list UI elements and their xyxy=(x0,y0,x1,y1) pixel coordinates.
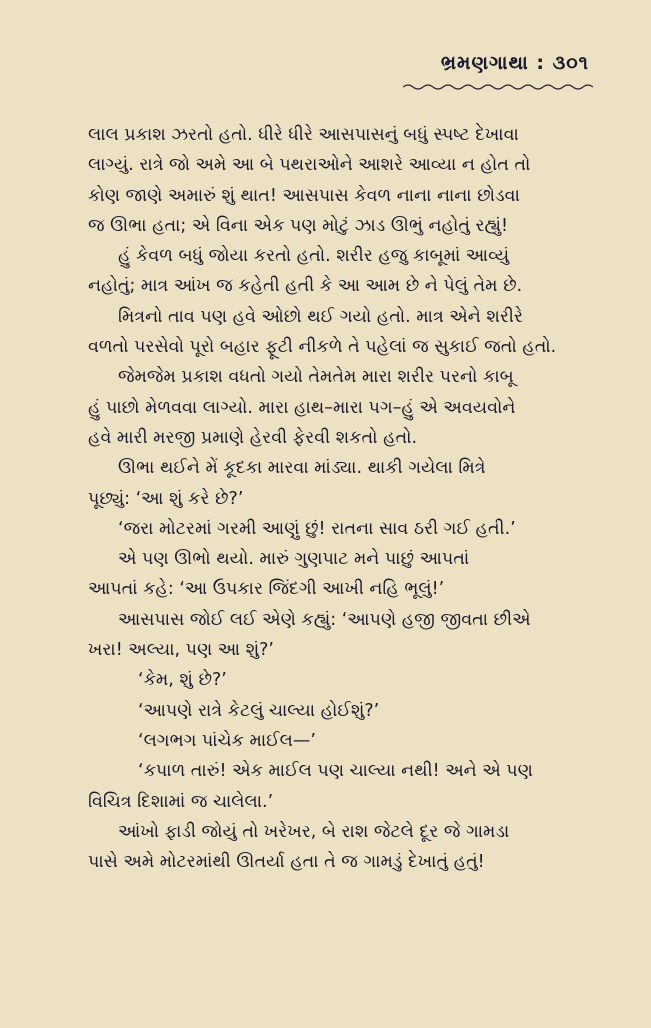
text-line: નહોતું; માત્ર આંખ જ કહેતી હતી કે આ આમ છે ને પેલું તેમ છે. xyxy=(88,276,523,297)
text-line: વિચિત્ર દિશામાં જ ચાલેલા.’ xyxy=(88,791,274,812)
text-line: પૂછ્યું: ‘આ શું કરે છે?’ xyxy=(88,488,244,509)
text-line: હું પાછો મેળવવા લાગ્યો. મારા હાથ–મારા પગ–હું એ અવયવોને xyxy=(88,397,516,418)
body-text xyxy=(88,120,588,877)
text-line: ‘કપાળ તારું! એક માઈલ પણ ચાલ્યા નથી! અને એ પણ xyxy=(138,761,533,782)
text-line: ‘કેમ, શું છે?’ xyxy=(138,670,227,691)
text-line: પાસે અમે મોટરમાંથી ઊતર્યા હતા તે જ ગામડું દેખાતું હતું! xyxy=(88,852,485,873)
running-header: ભ્રમણગાથા : ૩૦૧ xyxy=(440,52,589,74)
text-line: લાગ્યું. રાત્રે જો અમે આ બે પથરાઓને આશરે આવ્યા ન હોત તો xyxy=(88,155,531,176)
text-line: મિત્રનો તાવ પણ હવે ઓછો થઈ ગયો હતો. માત્ર એને શરીરે xyxy=(118,306,523,327)
text-line: જેમજેમ પ્રકાશ વધતો ગયો તેમતેમ મારા શરીર પરનો કાબૂ xyxy=(118,367,514,388)
text-line: કોણ જાણે અમારું શું થાત! આસપાસ કેવળ નાના નાના છોડવા xyxy=(88,185,520,206)
text-line: ખરા! અલ્યા, પણ આ શું?’ xyxy=(88,640,274,661)
text-line: ‘જરા મોટરમાં ગરમી આણું છું! રાતના સાવ ઠરી ગઈ હતી.’ xyxy=(118,518,516,539)
text-line: ‘લગભગ પાંચેક માઈલ—’ xyxy=(138,730,316,751)
text-line: ઊભા થઈને મેં કૂદકા મારવા માંડ્યા. થાકી ગયેલા મિત્રે xyxy=(118,458,486,479)
header-wavy-rule xyxy=(403,83,593,91)
text-line: આસપાસ જોઈ લઈ એણે કહ્યું: ‘આપણે હજી જીવતા છીએ xyxy=(118,609,531,630)
text-line: વળતો પરસેવો પૂરો બહાર ફૂટી નીકળે તે પહેલાં જ સુકાઈ જતો હતો. xyxy=(88,337,557,358)
text-line: ‘આપણે રાત્રે કેટલું ચાલ્યા હોઈશું?’ xyxy=(138,700,380,721)
text-line: હવે મારી મરજી પ્રમાણે હેરવી ફેરવી શકતો હતો. xyxy=(88,427,418,448)
text-line: આંખો ફાડી જોયું તો ખરેખર, બે રાશ જેટલે દૂર જે ગામડા xyxy=(118,821,510,842)
text-line: આપતાં કહે: ‘આ ઉપકાર જિંદગી આખી નહિ ભૂલું!’ xyxy=(88,579,445,600)
text-line: લાલ પ્રકાશ ઝરતો હતો. ધીરે ધીરે આસપાસનું બધું સ્પષ્ટ દેખાવા xyxy=(88,125,519,145)
text-line: હું કેવળ બધું જોયા કરતો હતો. શરીર હજુ કાબૂમાં આવ્યું xyxy=(118,246,510,267)
text-line: એ પણ ઊભો થયો. મારું ગુણપાટ મને પાછું આપતાં xyxy=(118,549,470,570)
text-line: જ ઊભા હતા; એ વિના એક પણ મોટું ઝાડ ઊભું નહોતું રહ્યું! xyxy=(88,215,509,236)
